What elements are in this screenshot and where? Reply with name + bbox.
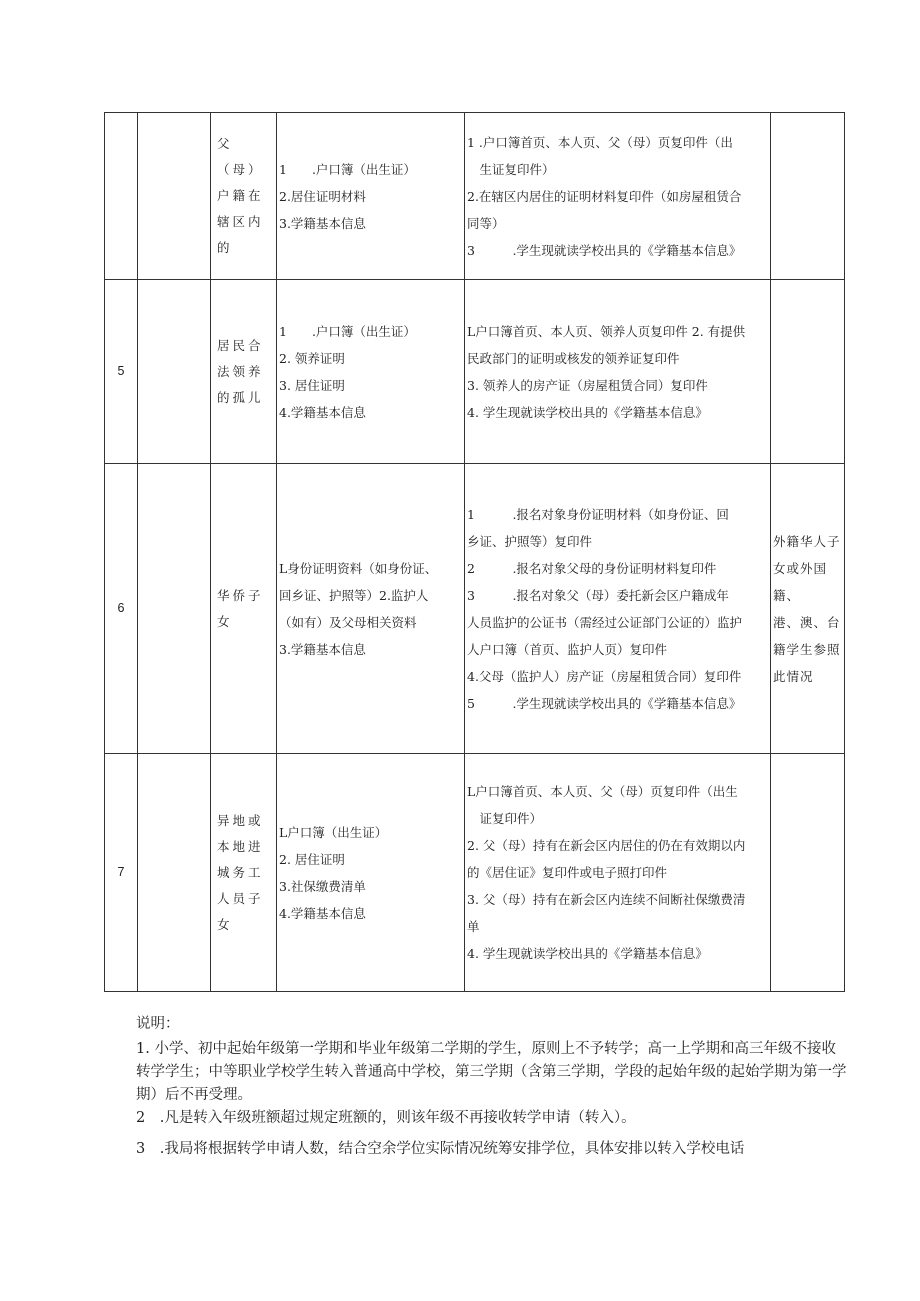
copy-requirement-line: 3 .学生现就读学校出具的《学籍基本信息》 [467, 242, 742, 258]
category-cell [211, 280, 277, 464]
copy-requirement-line: 3 .报名对象父（母）委托新会区户籍成年 [467, 587, 729, 603]
material-line: 4.学籍基本信息 [279, 404, 366, 420]
copy-requirement-line: 4. 学生现就读学校出具的《学籍基本信息》 [467, 946, 708, 961]
material-line: L身份证明资料（如身份证、 [279, 560, 438, 576]
row-number: 5 [117, 364, 125, 378]
copy-requirement-line: 4.父母（监护人）房产证（房屋租赁合同）复印件 [467, 668, 742, 684]
copy-requirement-line: 2 .报名对象父母的身份证明材料复印件 [467, 560, 717, 576]
category-label: 异地或本地进城务工人员子女 [217, 812, 264, 932]
material-line: 2. 居住证明 [279, 851, 345, 867]
material-line: 1 .户口簿（出生证） [279, 161, 416, 177]
note-item-3: 3 .我局将根据转学申请人数，结合空余学位实际情况统筹安排学位，具体安排以转入学校电话 [136, 1141, 745, 1157]
material-cell [277, 280, 465, 464]
copy-requirement-line: 4. 学生现就读学校出具的《学籍基本信息》 [467, 404, 708, 420]
remark-cell [771, 113, 845, 280]
notes-title: 说明： [136, 1016, 180, 1032]
copy-requirement-line: 的《居住证》复印件或电子照打印件 [467, 865, 668, 880]
copy-requirement-line: L户口簿首页、本人页、父（母）页复印件（出生 [467, 784, 738, 799]
table-row [105, 754, 845, 992]
copy-requirement-line: 单 [467, 919, 480, 934]
material-line: 3.学籍基本信息 [279, 215, 366, 231]
material-line: 3.学籍基本信息 [279, 641, 366, 657]
notes-section [136, 1013, 848, 1161]
remark-line: 女或外国籍、 [773, 560, 828, 603]
material-line: 回乡证、护照等）2.监护人 [279, 587, 429, 603]
category-cell [211, 113, 277, 280]
copy-requirement-cell [465, 280, 771, 464]
group-cell [138, 280, 211, 464]
copy-requirement-line: 乡证、护照等）复印件 [467, 533, 593, 549]
table-row [105, 113, 845, 280]
material-line: L户口簿（出生证） [279, 824, 388, 840]
transfer-requirements-table [104, 112, 845, 992]
remark-line: 籍学生参照 [773, 641, 841, 657]
category-cell [211, 464, 277, 754]
group-cell [138, 754, 211, 992]
remark-cell [771, 280, 845, 464]
copy-requirement-line: 人户口簿（首页、监护人页）复印件 [467, 641, 668, 657]
copy-requirement-line: 生证复印件） [467, 161, 555, 177]
material-line: 4.学籍基本信息 [279, 905, 366, 921]
row-number-cell [105, 280, 138, 464]
copy-requirement-line: 1 .报名对象身份证明材料（如身份证、回 [467, 506, 729, 522]
material-line: 1 .户口簿（出生证） [279, 323, 416, 339]
category-label: 父（母）户籍在辖区内的 [217, 136, 264, 255]
copy-requirement-cell [465, 464, 771, 754]
copy-requirement-line: L户口簿首页、本人页、领养人页复印件 2. 有提供 [467, 323, 746, 339]
copy-requirement-line: 民政部门的证明或核发的领养证复印件 [467, 350, 680, 366]
table-row [105, 464, 845, 754]
remark-cell [771, 464, 845, 754]
remark-cell [771, 754, 845, 992]
copy-requirement-line: 1 .户口簿首页、本人页、父（母）页复印件（出 [467, 134, 733, 150]
material-line: 2.居住证明材料 [279, 188, 366, 204]
note-item-2: 2 .凡是转入年级班额超过规定班额的，则该年级不再接收转学申请（转入）。 [136, 1110, 636, 1126]
row-number-cell [105, 754, 138, 992]
remark-line: 此情况 [773, 668, 814, 684]
row-number: 6 [117, 601, 125, 615]
copy-requirement-cell [465, 113, 771, 280]
category-label: 居民合法领养的孤儿 [217, 337, 264, 405]
material-line: 3. 居住证明 [279, 377, 345, 393]
note-item-1: 1. 小学、初中起始年级第一学期和毕业年级第二学期的学生，原则上不予转学；高一上学期和高三年级不接收转学学生；中等职业学校学生转入普通高中学校，第三学期（含第三学期，学段的起始年级的起始学期为第一学期）后不再受理。 [136, 1041, 847, 1103]
row-number-cell [105, 464, 138, 754]
material-line: 3.社保缴费清单 [279, 878, 366, 894]
copy-requirement-line: 同等） [467, 215, 505, 231]
category-cell [211, 754, 277, 992]
copy-requirement-line: 人员监护的公证书（需经过公证部门公证的）监护 [467, 614, 743, 630]
copy-requirement-line: 5 .学生现就读学校出具的《学籍基本信息》 [467, 695, 742, 711]
category-label: 华侨子女 [217, 587, 264, 629]
material-cell [277, 754, 465, 992]
copy-requirement-line: 证复印件） [467, 811, 543, 826]
copy-requirement-line: 3. 父（母）持有在新会区内连续不间断社保缴费清 [467, 892, 746, 907]
copy-requirement-cell [465, 754, 771, 992]
remark-line: 港、澳、台 [773, 614, 841, 630]
copy-requirement-line: 2.在辖区内居住的证明材料复印件（如房屋租赁合 [467, 188, 742, 204]
group-cell [138, 464, 211, 754]
row-number-cell [105, 113, 138, 280]
row-number: 7 [117, 865, 125, 879]
material-cell [277, 464, 465, 754]
copy-requirement-line: 3. 领养人的房产证（房屋租赁合同）复印件 [467, 377, 708, 393]
group-cell [138, 113, 211, 280]
copy-requirement-line: 2. 父（母）持有在新会区内居住的仍在有效期以内 [467, 838, 746, 853]
material-line: （如有）及父母相关资料 [279, 614, 417, 630]
material-line: 2. 领养证明 [279, 350, 345, 366]
table-row [105, 280, 845, 464]
remark-line: 外籍华人子 [773, 533, 841, 549]
material-cell [277, 113, 465, 280]
